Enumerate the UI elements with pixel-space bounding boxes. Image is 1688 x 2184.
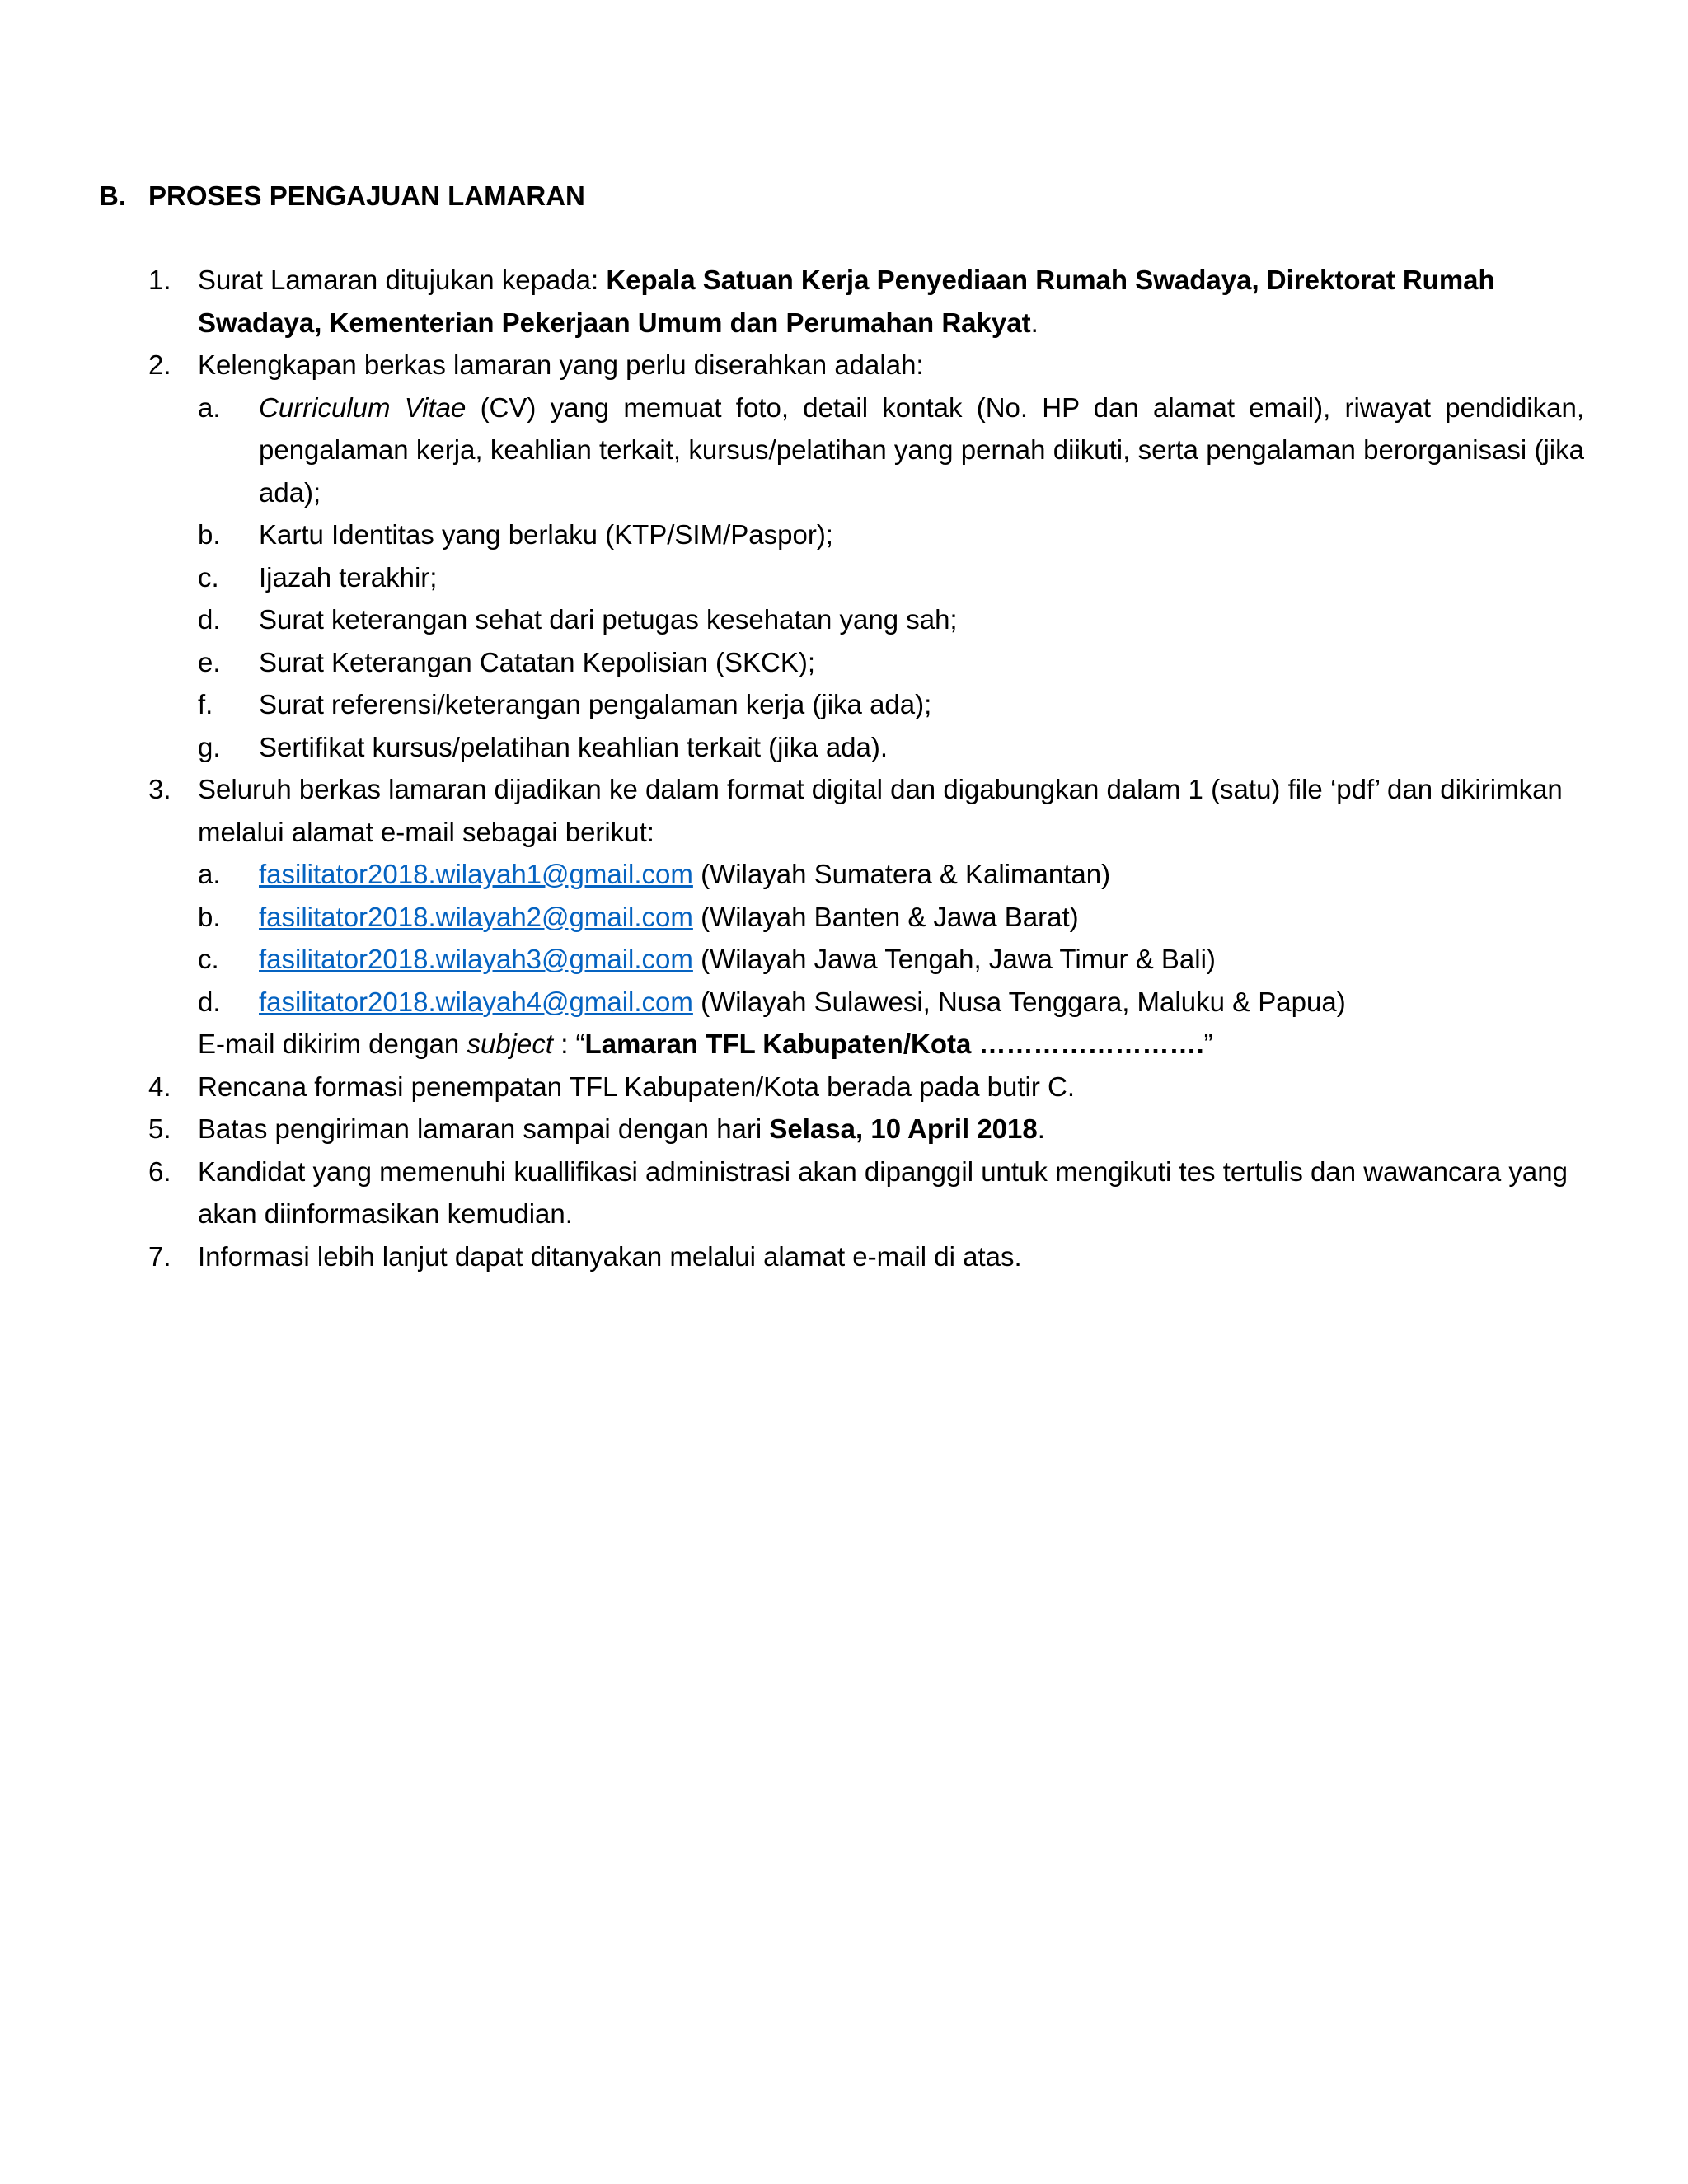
- sub-item-letter: c.: [198, 561, 219, 593]
- item-text: Batas pengiriman lamaran sampai dengan hari: [198, 1113, 770, 1144]
- sub-item-b: [198, 513, 1584, 556]
- email-region: (Wilayah Banten & Jawa Barat): [692, 901, 1079, 932]
- item-number: 1.: [148, 265, 171, 295]
- email-item-c: [198, 938, 1584, 981]
- sub-item-letter: e.: [198, 646, 221, 677]
- item-number: 7.: [148, 1240, 171, 1272]
- sub-item-text: Surat Keterangan Catatan Kepolisian (SKCK);: [259, 646, 816, 677]
- list-item-5: [148, 1108, 1584, 1151]
- list-item-6: [148, 1151, 1584, 1235]
- section-title: PROSES PENGAJUAN LAMARAN: [148, 180, 585, 211]
- sub-item-d: [198, 598, 1584, 641]
- sub-item-text: Kartu Identitas yang berlaku (KTP/SIM/Paspor);: [259, 519, 833, 550]
- item-text: Kelengkapan berkas lamaran yang perlu diserahkan adalah:: [198, 349, 924, 380]
- sub-item-text: Sertifikat kursus/pelatihan keahlian terkait (jika ada).: [259, 731, 889, 762]
- item-text-end: .: [1030, 307, 1039, 338]
- sub-item-letter: a.: [198, 391, 221, 423]
- email-region: (Wilayah Sulawesi, Nusa Tenggara, Maluku & Papua): [692, 986, 1346, 1017]
- section-heading: [99, 175, 1582, 218]
- item-number: 5.: [148, 1113, 171, 1144]
- list-item-1: [148, 259, 1584, 344]
- sub-item-a: [198, 387, 1584, 514]
- list-item-7: [148, 1235, 1584, 1278]
- list-item-3: [148, 768, 1584, 1066]
- sub-item-letter: d.: [198, 604, 221, 635]
- email-region: (Wilayah Jawa Tengah, Jawa Timur & Bali): [692, 944, 1216, 974]
- section-label: B.: [99, 180, 126, 211]
- numbered-list: [148, 259, 1584, 1277]
- deadline-date: Selasa, 10 April 2018: [769, 1113, 1038, 1144]
- item-text: Kandidat yang memenuhi kuallifikasi administrasi akan dipanggil untuk mengikuti tes tertulis dan wawancara yang akan diinformasikan kemudian.: [198, 1155, 1568, 1229]
- subject-prefix: E-mail dikirim dengan: [198, 1029, 467, 1059]
- sub-item-letter: b.: [198, 519, 221, 550]
- email-item-d: [198, 981, 1584, 1024]
- email-link[interactable]: fasilitator2018.wilayah2@gmail.com: [259, 901, 693, 932]
- email-link[interactable]: fasilitator2018.wilayah3@gmail.com: [259, 944, 693, 974]
- list-item-4: [148, 1066, 1584, 1108]
- sub-item-letter: g.: [198, 731, 221, 762]
- sub-item-f: [198, 683, 1584, 726]
- email-item-b: [198, 896, 1584, 939]
- sub-item-letter: c.: [198, 944, 219, 974]
- email-region: (Wilayah Sumatera & Kalimantan): [692, 859, 1111, 889]
- sub-item-e: [198, 641, 1584, 684]
- sub-item-text: (CV) yang memuat foto, detail kontak (No. HP dan alamat email), riwayat pendidikan, pengalaman kerja, keahlian terkait, kursus/pelatihan yang pernah diikuti, serta pengalaman berorganisasi (jika ada);: [259, 391, 1584, 508]
- email-link[interactable]: fasilitator2018.wilayah1@gmail.com: [259, 859, 693, 889]
- item-text-end: .: [1037, 1113, 1045, 1144]
- sub-item-text: Surat referensi/keterangan pengalaman kerja (jika ada);: [259, 689, 932, 719]
- subject-word: subject: [467, 1029, 554, 1059]
- subject-colon: : “: [553, 1029, 585, 1059]
- item-number: 4.: [148, 1071, 171, 1102]
- sub-item-g: [198, 726, 1584, 769]
- subject-text: Lamaran TFL Kabupaten/Kota …………………….: [584, 1029, 1204, 1059]
- item-text: Rencana formasi penempatan TFL Kabupaten/Kota berada pada butir C.: [198, 1071, 1076, 1102]
- sub-item-text: Surat keterangan sehat dari petugas kesehatan yang sah;: [259, 604, 958, 635]
- sub-item-letter: a.: [198, 859, 221, 889]
- sub-item-letter: d.: [198, 986, 221, 1017]
- sub-item-letter: f.: [198, 689, 213, 719]
- item-text: Surat Lamaran ditujukan kepada:: [198, 265, 607, 295]
- recipient-name: Kepala Satuan Kerja Penyediaan Rumah Swadaya, Direktorat Rumah Swadaya, Kementerian Pekerjaan Umum dan Perumahan Rakyat: [198, 265, 1495, 338]
- item-text: Seluruh berkas lamaran dijadikan ke dalam format digital dan digabungkan dalam 1 (satu) file ‘pdf’ dan dikirimkan melalui alamat e-mail sebagai berikut:: [198, 774, 1563, 847]
- cv-term: Curriculum Vitae: [259, 391, 467, 423]
- item-number: 3.: [148, 774, 171, 804]
- email-link[interactable]: fasilitator2018.wilayah4@gmail.com: [259, 986, 693, 1017]
- sub-item-text: Ijazah terakhir;: [259, 561, 438, 593]
- sub-item-c: [198, 556, 1584, 599]
- list-item-2: [148, 344, 1584, 768]
- email-item-a: [198, 853, 1584, 896]
- email-subject-line: [198, 1023, 1584, 1066]
- item-number: 6.: [148, 1155, 171, 1187]
- subject-end: ”: [1203, 1029, 1213, 1059]
- sub-item-letter: b.: [198, 901, 221, 932]
- item-number: 2.: [148, 349, 171, 380]
- item-text: Informasi lebih lanjut dapat ditanyakan melalui alamat e-mail di atas.: [198, 1240, 1022, 1272]
